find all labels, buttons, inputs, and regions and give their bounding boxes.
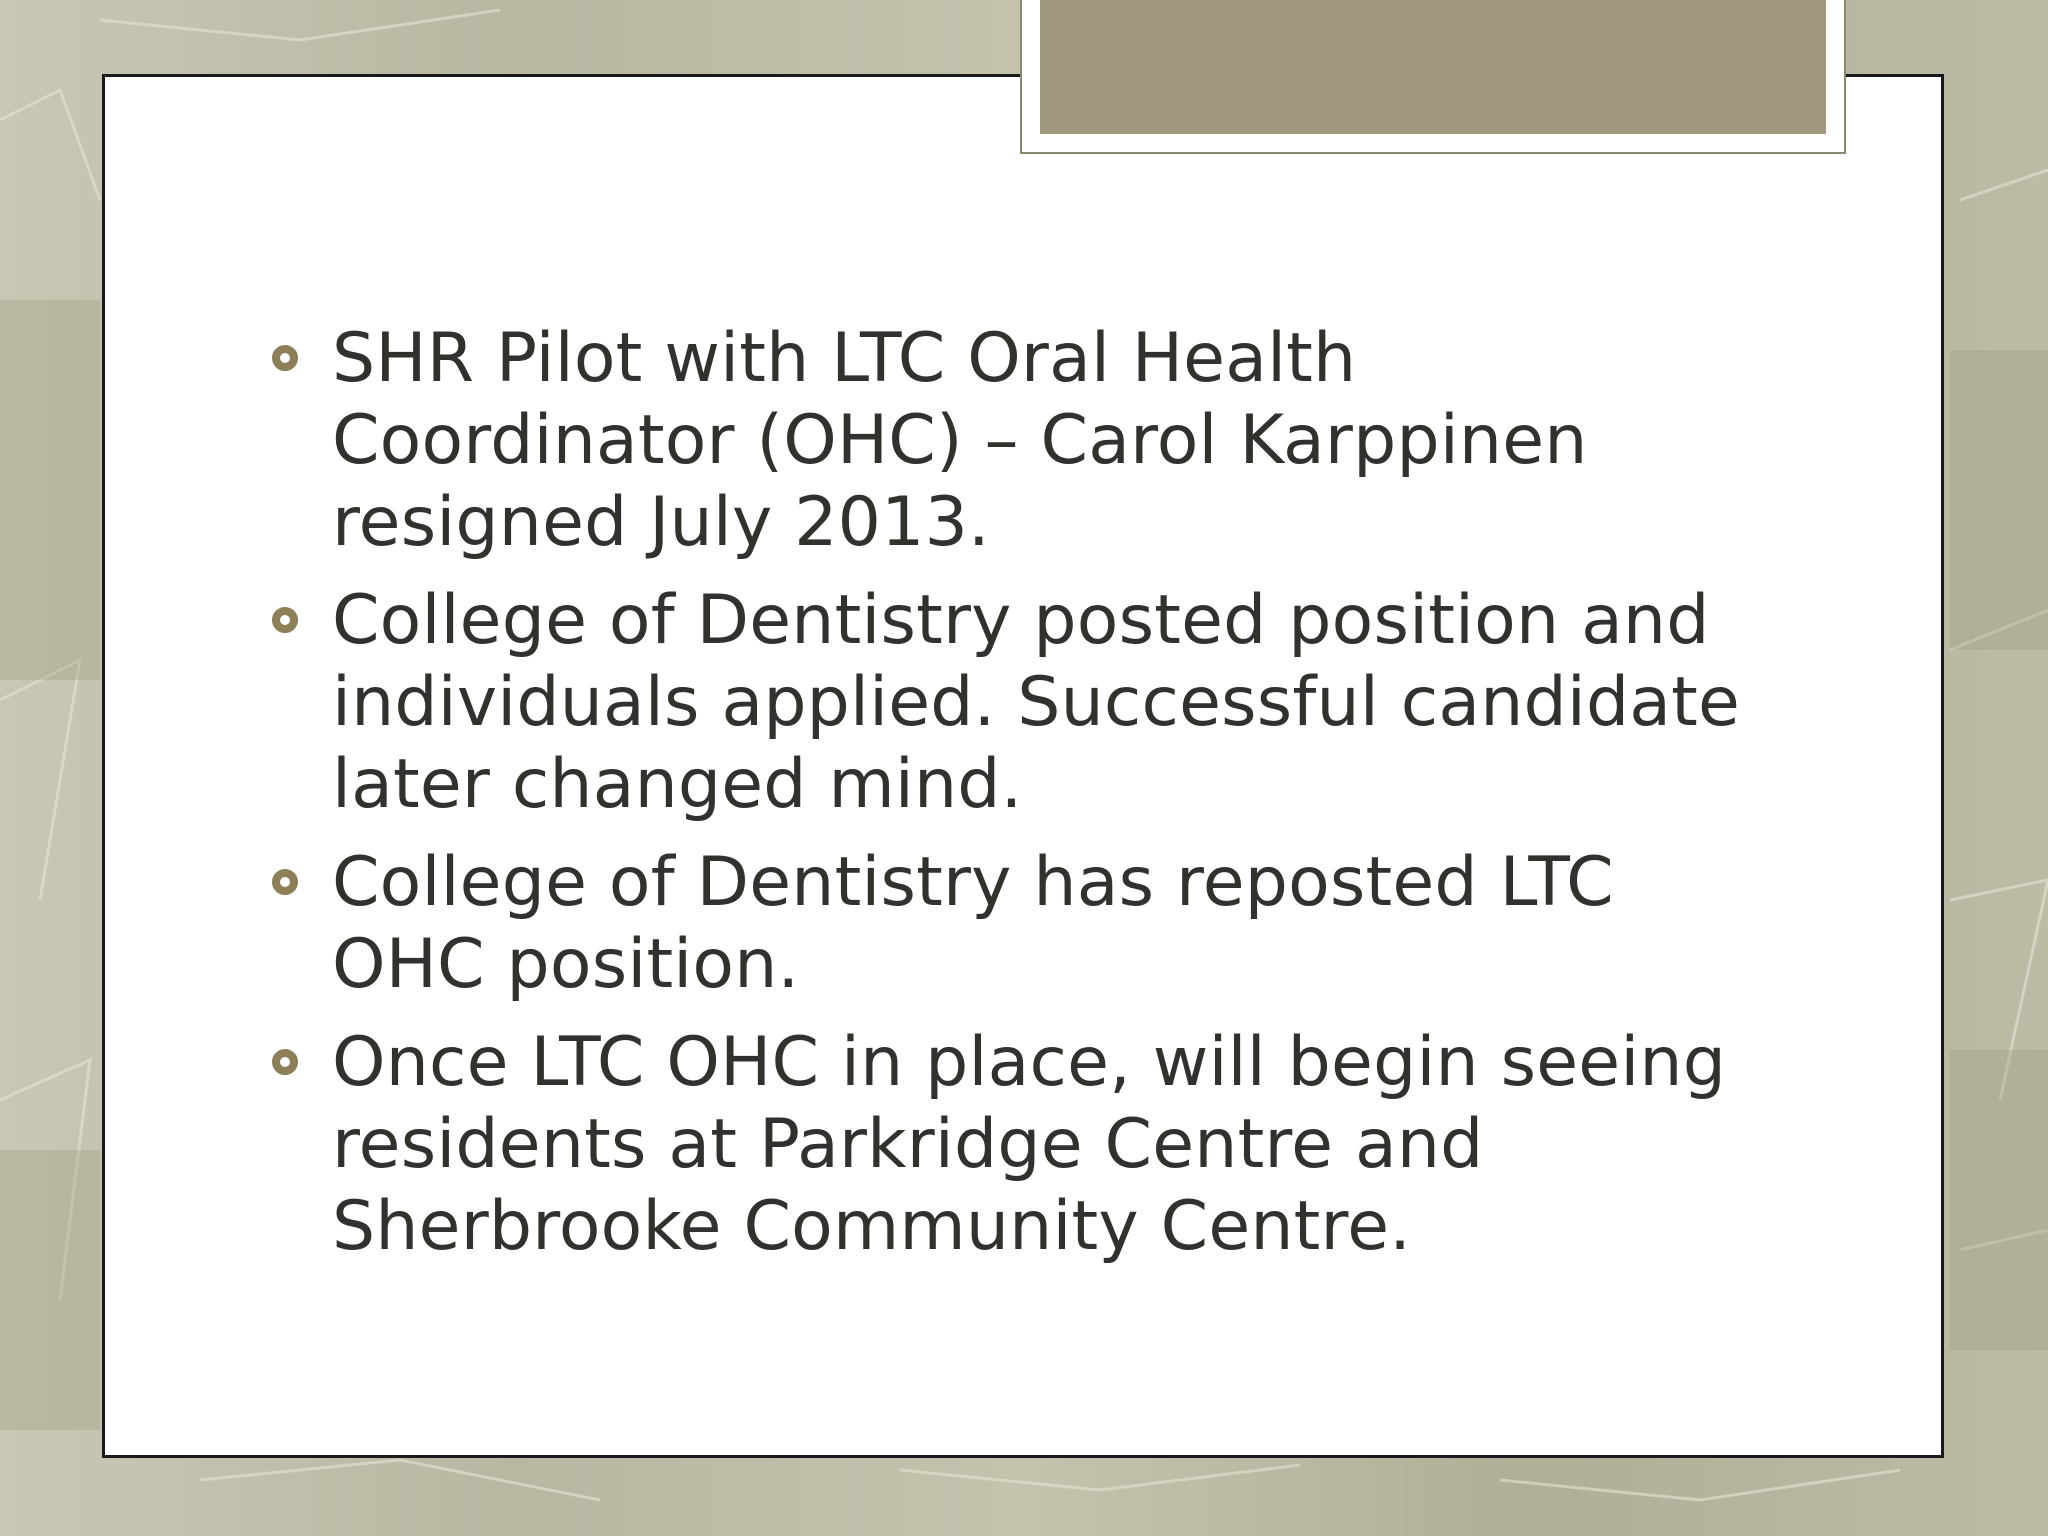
bullet-ring-icon: [272, 869, 298, 895]
bullet-text: SHR Pilot with LTC Oral Health Coordinator (OHC) – Carol Karppinen resigned July 2013.: [332, 319, 1588, 562]
bullet-item: [272, 842, 1752, 1006]
bullet-text: Once LTC OHC in place, will begin seeing residents at Parkridge Centre and Sherbrooke Community Centre.: [332, 1023, 1727, 1266]
bullet-ring-icon: [272, 607, 298, 633]
bullet-item: [272, 580, 1752, 826]
bullet-text: College of Dentistry posted position and individuals applied. Successful candidate later changed mind.: [332, 581, 1741, 824]
bullet-text: College of Dentistry has reposted LTC OHC position.: [332, 843, 1614, 1004]
bullet-ring-icon: [272, 1049, 298, 1075]
bullet-item: [272, 318, 1752, 564]
title-tab: [1040, 0, 1826, 134]
bullet-item: [272, 1022, 1752, 1268]
bullet-list: [272, 318, 1752, 1284]
bullet-ring-icon: [272, 345, 298, 371]
